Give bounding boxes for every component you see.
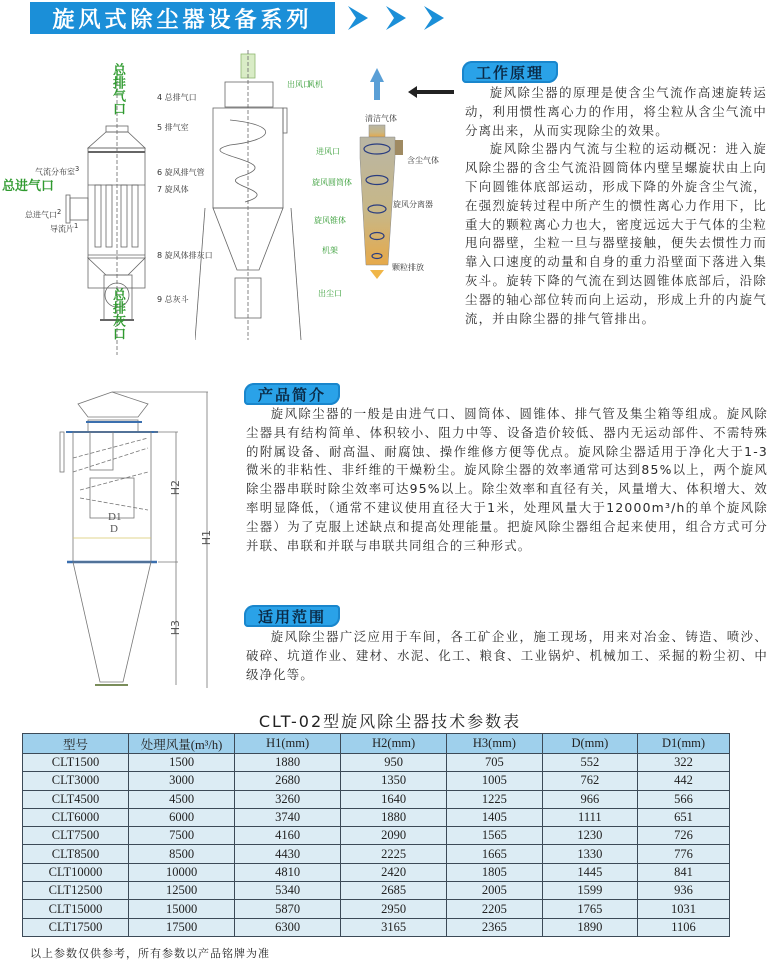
section-title-principle: 工作原理 [462,61,558,83]
table-row [23,882,730,900]
table-row [23,900,730,918]
down-arrow-icon [370,270,384,279]
table-cell: 1500 [129,754,235,772]
table-title: CLT-02型旋风除尘器技术参数表 [258,712,522,731]
table-cell: 2680 [235,772,341,790]
table-cell: 3260 [235,790,341,808]
table-cell: 1640 [341,790,447,808]
table-cell: 841 [638,863,730,881]
table-cell: 1330 [542,845,637,863]
table-cell: 2950 [341,900,447,918]
col-airflow: 处理风量(m³/h) [129,734,235,754]
table-cell: CLT4500 [23,790,129,808]
table-row [23,827,730,845]
table-row [23,772,730,790]
table-cell: 936 [638,882,730,900]
label-2: 总进气口$^2$ [25,208,62,220]
col-h3: H3(mm) [447,734,542,754]
col-h2: H2(mm) [341,734,447,754]
table-cell: 1031 [638,900,730,918]
label-frame: 机架 [322,246,338,255]
table-cell: 776 [638,845,730,863]
table-cell: 566 [638,790,730,808]
label-cone: 旋风锥体 [314,216,346,225]
table-cell: 1405 [447,808,542,826]
table-cell: CLT1500 [23,754,129,772]
table-cell: CLT17500 [23,918,129,936]
table-cell: 1445 [542,863,637,881]
label-7: 7 旋风体 [157,185,189,194]
table-cell: 2005 [447,882,542,900]
up-arrow-icon [370,68,384,100]
table-cell: 705 [447,754,542,772]
table-cell: CLT3000 [23,772,129,790]
table-cell: 966 [542,790,637,808]
table-cell: 1599 [542,882,637,900]
intro-paragraph-1: 旋风除尘器的一般是由进气口、圆筒体、圆锥体、排气管及集尘箱等组成。旋风除尘器具有结构简单、体积较小、阻力中等、设备造价较低、器内无运动部件、不需特殊的附属设备、耐高温、耐腐蚀、操作维修方便等优点。旋风除尘器适用于净化大于1-3微米的非粘性、非纤维的干燥粉尘。旋风除尘器的效率通常可达到85%以上，两个旋风除尘器串联时除尘效率可达95%以上。除尘效率和直径有关，风量增大、体积增大、效率明显降低，（通常不建议使用直径大于1米，处理风量大于12000m³/h的单个旋风除尘器）为了克服上述缺点和提高处理能量。把旋风除尘器组合起来使用，组合方式可分并联、串联和并联与串联共同组合的三种形式。 [246,406,768,553]
col-model: 型号 [23,734,129,754]
table-cell: 2365 [447,918,542,936]
label-dusty-gas: 含尘气体 [407,156,439,165]
col-d1: D1(mm) [638,734,730,754]
table-cell: 1880 [235,754,341,772]
principle-paragraph-2: 旋风除尘器内气流与尘粒的运动概况：进入旋风除尘器的含尘气流沿圆筒体内壁呈螺旋状由上向下向圆锥体底部运动，形成下降的外旋含尘气流，在强烈旋转过程中所产生的惯性离心力作用下，比重大的颗粒离心力也大，密度远远大于气体的尘粒甩向器壁，尘粒一旦与器壁接触，便失去惯性力而靠入口速度的动量和自身的重力沿壁面下落进入集灰斗。旋转下降的气流在到达圆锥体底部后，沿除尘器的轴心部位转而向上运动，形成上升的内旋气流，并由除尘器的排气管排出。 [465,141,767,326]
table-cell: CLT10000 [23,863,129,881]
table-cell: 1350 [341,772,447,790]
inlet-label-big: 总进气口 [2,179,55,194]
table-cell: 726 [638,827,730,845]
table-cell: CLT15000 [23,900,129,918]
principle-paragraph-1: 旋风除尘器的原理是使含尘气流作高速旋转运动，利用惯性离心力的作用，将尘粒从含尘气流中分离出来，从而实现除尘的效果。 [465,85,767,138]
dim-h1: H1 [200,530,213,546]
label-8: 8 旋风体排灰口 [157,251,213,260]
table-cell: 1230 [542,827,637,845]
label-6: 6 旋风排气管 [157,168,205,177]
outlet-label-big: 总排气口 [110,63,125,115]
principle-text [465,84,767,328]
table-cell: 3000 [129,772,235,790]
label-1: 导流片$^1$ [50,222,79,234]
table-row [23,845,730,863]
scope-paragraph-1: 旋风除尘器广泛应用于车间，各工矿企业，施工现场，用来对冶金、铸造、喷沙、破碎、坑道作业、建材、水泥、化工、粮食、工业锅炉、机械加工、采掘的粉尘初、中级净化等。 [246,629,768,682]
label-fan-outlet: 出风口 [287,80,311,89]
ash-outlet-label-big: 总排灰口 [110,288,125,340]
label-4: 4 总排气口 [157,93,197,102]
table-cell: 17500 [129,918,235,936]
table-cell: 2225 [341,845,447,863]
table-cell: 1005 [447,772,542,790]
intro-text [246,405,768,555]
table-cell: 4810 [235,863,341,881]
table-cell: 1665 [447,845,542,863]
label-9: 9 总灰斗 [157,295,189,304]
table-cell: 1106 [638,918,730,936]
dim-d: D [110,523,118,535]
label-cylinder: 旋风圆筒体 [312,178,352,187]
table-cell: 10000 [129,863,235,881]
table-cell: 6300 [235,918,341,936]
section-title-scope: 适用范围 [244,605,340,627]
table-cell: 950 [341,754,447,772]
dim-h3: H3 [169,620,182,636]
table-cell: 15000 [129,900,235,918]
table-cell: 5870 [235,900,341,918]
label-5: 5 排气室 [157,123,189,132]
label-fan: 风机 [307,80,323,89]
spec-table [22,733,730,937]
table-cell: 1880 [341,808,447,826]
label-inlet: 进风口 [316,147,340,156]
table-cell: CLT8500 [23,845,129,863]
table-row [23,754,730,772]
table-cell: 4430 [235,845,341,863]
label-3: 气流分布室$^3$ [35,165,80,177]
table-cell: 2205 [447,900,542,918]
section-title-intro: 产品简介 [244,383,340,405]
table-row [23,790,730,808]
table-row [23,863,730,881]
table-row [23,918,730,936]
table-footnote: 以上参数仅供参考，所有参数以产品铭牌为准 [30,947,270,960]
table-cell: 3165 [341,918,447,936]
table-cell: 1565 [447,827,542,845]
table-cell: 4160 [235,827,341,845]
table-cell: 552 [542,754,637,772]
chevron-arrows-icon [348,4,458,32]
table-cell: 8500 [129,845,235,863]
table-cell: 3740 [235,808,341,826]
table-cell: 651 [638,808,730,826]
dim-d1: D1 [108,511,122,523]
table-cell: 2090 [341,827,447,845]
table-cell: 1805 [447,863,542,881]
label-separator: 旋风分离器 [393,200,433,209]
table-cell: CLT12500 [23,882,129,900]
table-cell: 1890 [542,918,637,936]
left-arrow-icon [408,86,454,98]
label-clean-gas: 清洁气体 [365,114,397,123]
table-cell: 762 [542,772,637,790]
fan-cyclone-drawing [195,40,365,360]
table-cell: 1225 [447,790,542,808]
label-dust-outlet: 出尘口 [318,289,342,298]
table-cell: 12500 [129,882,235,900]
table-cell: 1111 [542,808,637,826]
table-cell: 5340 [235,882,341,900]
col-d: D(mm) [542,734,637,754]
table-cell: CLT6000 [23,808,129,826]
scope-text [246,628,768,684]
table-row [23,808,730,826]
dim-h2: H2 [169,480,182,496]
table-cell: 2420 [341,863,447,881]
table-cell: 7500 [129,827,235,845]
table-cell: 322 [638,754,730,772]
col-h1: H1(mm) [235,734,341,754]
table-header-row [23,734,730,754]
table-cell: 442 [638,772,730,790]
label-particle-out: 颗粒排放 [392,263,424,272]
table-cell: 6000 [129,808,235,826]
table-cell: 4500 [129,790,235,808]
table-cell: CLT7500 [23,827,129,845]
page-title: 旋风式除尘器设备系列 [30,2,335,34]
table-cell: 1765 [542,900,637,918]
table-cell: 2685 [341,882,447,900]
